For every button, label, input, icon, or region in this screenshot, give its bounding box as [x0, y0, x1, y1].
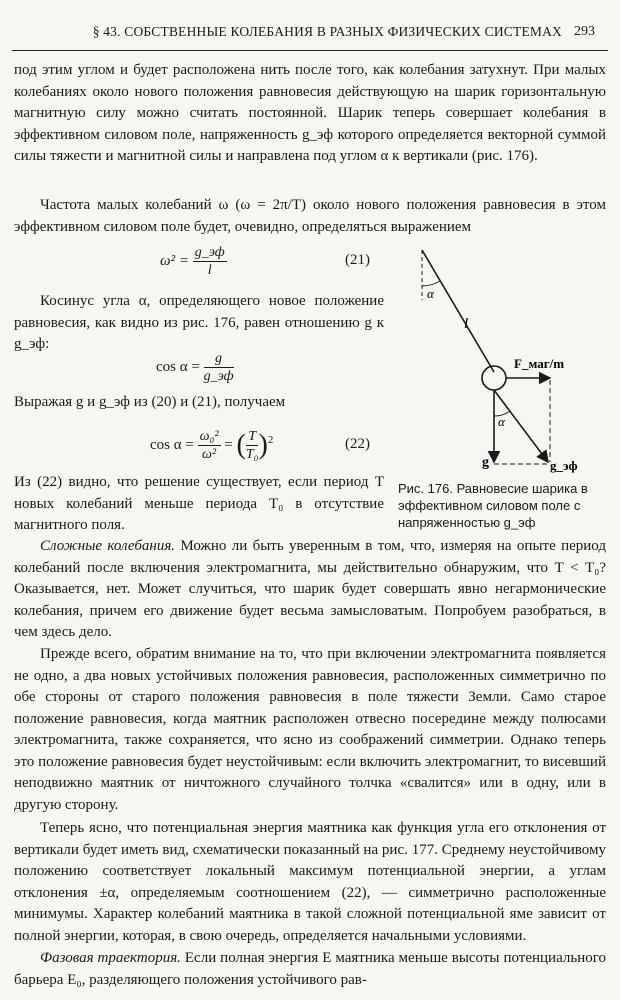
eq21-denominator: l [207, 263, 212, 278]
eq21-numerator: g_эф [194, 245, 225, 260]
paragraph-9-text: Если полная энергия E маятника меньше высоты потенциального барьера E₀, разделяющего положения устойчивого рав- [14, 950, 606, 988]
figure-176 [392, 240, 606, 480]
eq21-lhs: ω² = [160, 252, 189, 269]
figure-label-l: l [464, 316, 469, 332]
header-rule [12, 50, 608, 51]
paragraph-6-text: Можно ли быть уверенным в том, что, измеряя на опыте период колебаний после включения электромагнита, мы действительно обнаружим, что T < T₀? Оказывается, нет. Может случиться, что шарик будет совершать явно негармонические колебания, причем его движение будет весьма замысловатым. Попробуем разобраться, в чем здесь дело. [14, 538, 606, 640]
eq-cos-fraction [204, 350, 234, 385]
figure-label-geff: g_эф [550, 458, 578, 473]
header-title: § 43. СОБСТВЕННЫЕ КОЛЕБАНИЯ В РАЗНЫХ ФИЗИЧЕСКИХ СИСТЕМАХ [92, 24, 562, 39]
eq22-exponent: 2 [267, 433, 274, 446]
figure-label-g: g [482, 455, 489, 470]
eq22-numerator-1: ω₀² [199, 429, 219, 444]
running-header [0, 24, 620, 46]
paragraph-1 [14, 60, 606, 168]
paragraph-8-text: Теперь ясно, что потенциальная энергия маятника как функция угла его отклонения от вертикали будет иметь вид, схематически показанный на рис. 177. Среднему неустойчивому положению соответствует локальный максимум потенциальной энергии, а углам отклонения ±α, определяемым соотношением (22), — симметрично расположенные минимумы. Характер колебаний маятника в такой сложной потенциальной яме зависит от полной энергии, которая, в свою очередь, определяется начальными условиями. [14, 820, 606, 944]
equation-22 [150, 428, 273, 463]
eq-cos-denominator: g_эф [203, 369, 234, 384]
equation-cos [156, 350, 234, 385]
paragraph-4-text: Выражая g и g_эф из (20) и (21), получаем [14, 394, 286, 410]
paragraph-8 [14, 818, 606, 947]
eq22-left-paren: ( [236, 429, 246, 461]
pendulum-string [422, 250, 494, 372]
eq22-equals: = [224, 436, 233, 453]
section-title-phase-trajectory: Фазовая траектория. [40, 950, 181, 966]
page-number: 293 [574, 24, 595, 39]
eq22-fraction-2 [246, 428, 259, 463]
eq22-right-paren: ) [258, 429, 268, 461]
eq-cos-numerator: g [204, 350, 234, 368]
section-title-complex-oscillations: Сложные колебания. [40, 538, 176, 554]
paragraph-7-text: Прежде всего, обратим внимание на то, что при включении электромагнита появляется не одно, а два новых устойчивых положения равновесия, расположенных симметрично по обе стороны от старого положения равновесия в поле тяжести Земли. Само старое положение равновесия, когда маятник расположен отвесно посередине между полюсами электромагнита, также сохраняется, что ясно из соображений симметрии. Однако теперь это положение равновесия будет неустойчивым: если включить электромагнит, то висевший неподвижно маятник от ничтожного случайного толчка «свалится» или в одну, или в другую сторону. [14, 646, 606, 813]
eq21-fraction [193, 244, 227, 279]
paragraph-2 [14, 195, 606, 238]
paragraph-7 [14, 644, 606, 816]
paragraph-5 [14, 472, 384, 537]
eq22-denominator-1: ω² [202, 447, 217, 462]
pendulum-ball [482, 366, 506, 390]
eq22-fraction-1 [198, 428, 221, 463]
equation-21-number: (21) [345, 252, 370, 268]
eq-cos-lhs: cos α = [156, 358, 200, 375]
paragraph-2-text: Частота малых колебаний ω (ω = 2π/T) около нового положения равновесия в этом эффективном силовом поле будет, очевидно, определяться выражением [14, 197, 606, 235]
paragraph-4 [14, 392, 384, 414]
paragraph-6 [14, 536, 606, 644]
eq22-lhs: cos α = [150, 436, 194, 453]
equation-22-number: (22) [345, 436, 370, 452]
paragraph-3 [14, 291, 384, 356]
paragraph-9 [14, 948, 606, 991]
eq22-denominator-2: T₀ [245, 447, 259, 462]
figure-176-caption: Рис. 176. Равновесие шарика в эффективном силовом поле с напряженностью g_эф [398, 481, 588, 530]
paragraph-1-text: под этим углом и будет расположена нить после того, как колебания затухнут. При малых колебаниях около нового положения равновесия действующую на шарик горизонтальную магнитную силу можно считать постоянной. Шарик теперь совершает колебания в эффективном силовом поле, напряженность g_эф которого определяется векторной суммой силы тяжести и магнитной силы и направлена под углом α к вертикали (рис. 176). [14, 62, 606, 164]
eq22-numerator-2: T [246, 428, 259, 446]
figure-force-label: F_маг/m [514, 356, 565, 371]
figure-alpha-top: α [427, 286, 434, 301]
figure-alpha-bottom: α [498, 414, 505, 429]
paragraph-5-text: Из (22) видно, что решение существует, если период T новых колебаний меньше периода T₀ в отсутствие магнитного поля. [14, 474, 384, 533]
paragraph-3-text: Косинус угла α, определяющего новое положение равновесия, как видно из рис. 176, равен отношению g к g_эф: [14, 293, 384, 352]
equation-21 [160, 244, 227, 279]
